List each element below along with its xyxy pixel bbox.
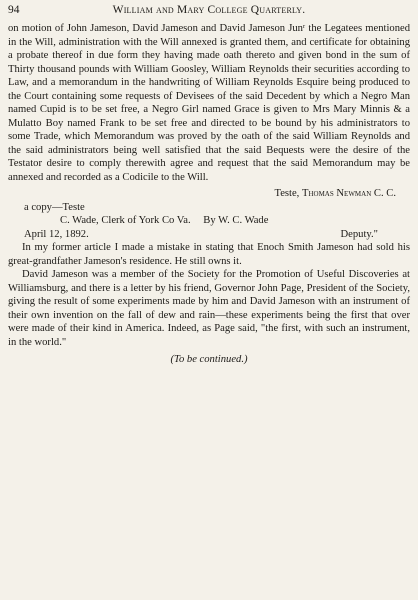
clerk-by: By W. C. Wade bbox=[203, 215, 269, 226]
body-text bbox=[8, 22, 410, 367]
teste-label: Teste, bbox=[274, 188, 300, 199]
teste-name: Thomas Newman C. C. bbox=[302, 188, 396, 199]
clerk-text: C. Wade, Clerk of York Co Va. bbox=[60, 215, 191, 226]
record-paragraph: on motion of John Jameson, David Jameson and David Jameson Junʳ the Legatees mentioned in the Will, administration with the Will annexed is granted them, and certificate for obtaining a probate thereof in due form they having made oath thereto and given bond in the sum of Thirty thousand pounds with William Goosley, William Reynolds their securities according to Law, and a memorandum in the handwriting of William Reynolds Esquire being produced to the Court containing some requests of Devisees of the said Decedent by which a Negro Man named Cupid is to be set free, a Negro Girl named Grace is given to Mrs Mary Minnis & a Mulatto Boy named Frank to be set free and directed to be bound by his administrators to some Trade, which Memorandum was proved by the oath of the said William Reynolds and the said administrators being well satisfied that the said Bequests were the desire of the Testator desire to comply therewith agree and request that the said Memorandum may be annexed and recorded as a Codicile to the Will. bbox=[8, 23, 410, 183]
date-line bbox=[24, 228, 378, 242]
record-date: April 12, 1892. bbox=[24, 228, 89, 240]
page-header bbox=[8, 4, 410, 22]
running-head: William and Mary College Quarterly. bbox=[112, 4, 306, 16]
deputy-label: Deputy." bbox=[340, 228, 378, 240]
page-number: 94 bbox=[8, 4, 20, 16]
copy-line: a copy—Teste bbox=[24, 201, 85, 213]
to-be-continued: (To be continued.) bbox=[170, 354, 248, 365]
article-paragraph: David Jameson was a member of the Society for the Promotion of Useful Discoveries at Williamsburg, and there is a letter by his friend, Governor John Page, President of the Society, giving the result of some experiments made by him and David Jameson with an instrument of their own invention on the fall of dew and rain—these experiments being the first that over were made of their kind in America. Indeed, as Page said, "the first, with such an instrument, in the world." bbox=[8, 269, 410, 348]
clerk-line bbox=[60, 214, 410, 228]
article-paragraph: In my former article I made a mistake in stating that Enoch Smith Jameson had sold his great-grandfather Jameson's residence. He still owns it. bbox=[8, 242, 410, 267]
teste-line bbox=[8, 187, 396, 201]
